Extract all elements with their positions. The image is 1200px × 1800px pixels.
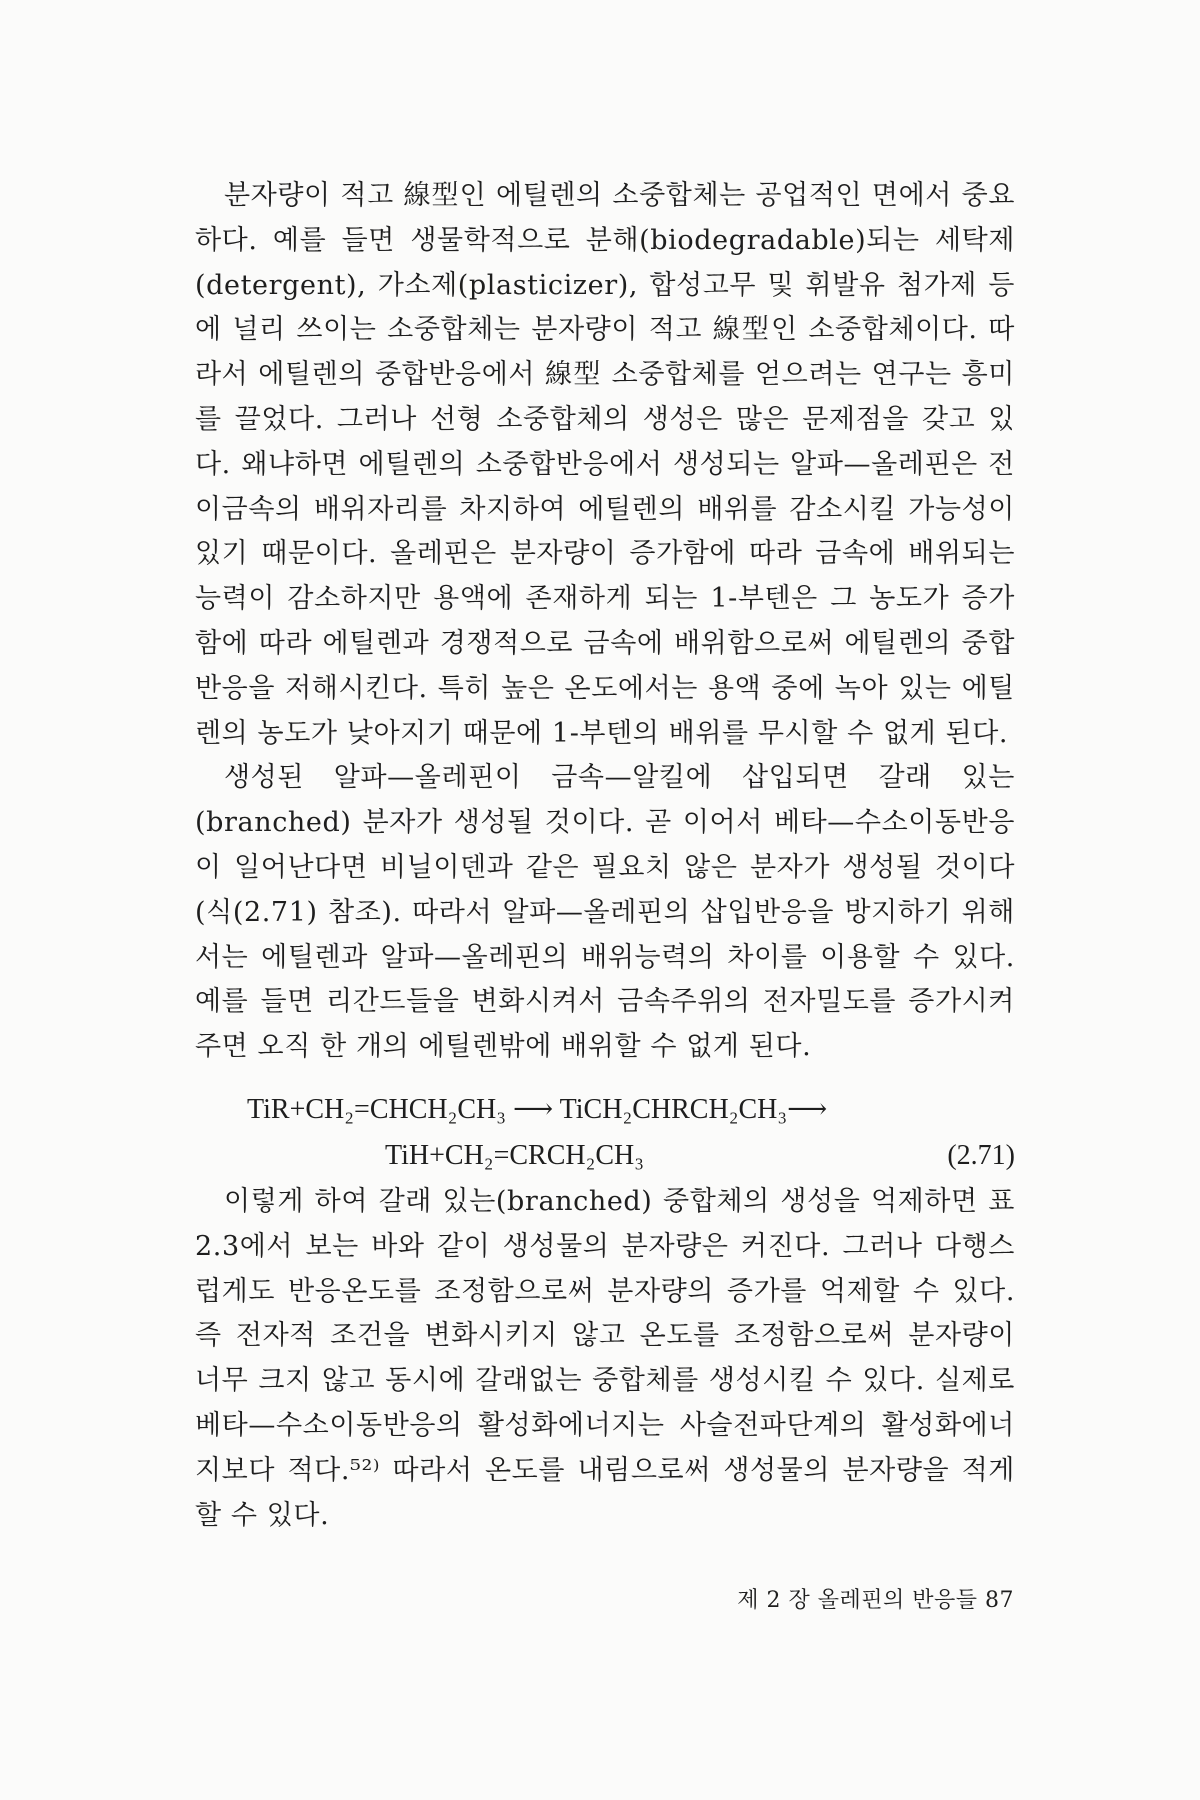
page-footer: 제 2 장 올레핀의 반응들 87 xyxy=(737,1588,1014,1613)
paragraph-temperature-control: 이렇게 하여 갈래 있는(branched) 중합체의 생성을 억제하면 표 2.3에서 보는 바와 같이 생성물의 분자량은 커진다. 그러나 다행스럽게도 반응온도를 조정함으로써 분자량의 증가를 억제할 수 있다. 즉 전자적 조건을 변화시키지 않고 온도를 조정함으로써 분자량이 너무 크지 않고 동시에 갈래없는 중합체를 생성시킬 수 있다. 실제로 베타—수소이동반응의 활성화에너지는 사슬전파단계의 활성화에너지보다 적다.⁵²⁾ 따라서 온도를 내림으로써 생성물의 분자량을 적게 할 수 있다. xyxy=(195,1186,1015,1531)
paragraph-oligomer-intro: 분자량이 적고 線型인 에틸렌의 소중합체는 공업적인 면에서 중요하다. 예를 들면 생물학적으로 분해(biodegradable)되는 세탁제(detergent), 가소제(plasticizer), 합성고무 및 휘발유 첨가제 등에 널리 쓰이는 소중합체는 분자량이 적고 線型인 소중합체이다. 따라서 에틸렌의 중합반응에서 線型 소중합체를 얻으려는 연구는 흥미를 끌었다. 그러나 선형 소중합체의 생성은 많은 문제점을 갖고 있다. 왜냐하면 에틸렌의 소중합반응에서 생성되는 알파—올레핀은 전이금속의 배위자리를 차지하여 에틸렌의 배위를 감소시킬 가능성이 있기 때문이다. 올레핀은 분자량이 증가함에 따라 금속에 배위되는 능력이 감소하지만 용액에 존재하게 되는 1-부텐은 그 농도가 증가함에 따라 에틸렌과 경쟁적으로 금속에 배위함으로써 에틸렌의 중합반응을 저해시킨다. 특히 높은 온도에서는 용액 중에 녹아 있는 에틸렌의 농도가 낮아지기 때문에 1-부텐의 배위를 무시할 수 없게 된다. xyxy=(195,180,1015,749)
equation-line-2: TiH+CH₂=CRCH₂CH₃ xyxy=(385,1140,645,1171)
paragraph-alpha-olefin-insertion: 생성된 알파—올레핀이 금속—알킬에 삽입되면 갈래 있는(branched) 분자가 생성될 것이다. 곧 이어서 베타—수소이동반응이 일어난다면 비닐이덴과 같은 필요치 않은 분자가 생성될 것이다(식(2.71) 참조). 따라서 알파—올레핀의 삽입반응을 방지하기 위해서는 에틸렌과 알파—올레핀의 배위능력의 차이를 이용할 수 있다. 예를 들면 리간드들을 변화시켜서 금속주위의 전자밀도를 증가시켜주면 오직 한 개의 에틸렌밖에 배위할 수 없게 된다. xyxy=(195,762,1015,1063)
body-text-top xyxy=(195,174,1015,1070)
equation-line-1: TiR+CH₂=CHCH₂CH₃ ⟶ TiCH₂CHRCH₂CH₃⟶ xyxy=(247,1094,828,1125)
equation-number: (2.71) xyxy=(947,1140,1015,1171)
body-text-bottom xyxy=(195,1180,1015,1538)
